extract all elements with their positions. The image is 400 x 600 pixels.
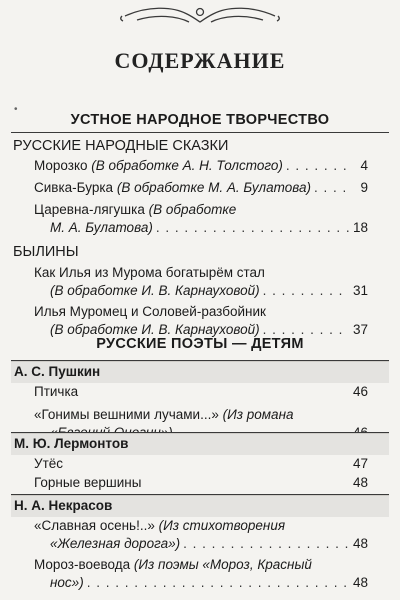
toc-entry-slavnaya[interactable] [34, 517, 368, 553]
entry-note: (В обработке И. В. Карнауховой) [50, 322, 260, 337]
entry-title: Как Илья из Мурома богатырём стал [34, 265, 265, 280]
page-number: 9 [360, 180, 368, 195]
divider [11, 132, 389, 133]
toc-entry-ilya2[interactable] [34, 303, 368, 339]
stray-mark: • [14, 104, 18, 115]
page-number: 18 [352, 220, 368, 235]
entry-note-cont: М. А. Булатова) [50, 220, 153, 235]
entry-title: Мороз-воевода [34, 557, 131, 572]
entry-note: (В обработке М. А. Булатова) [116, 180, 311, 195]
entry-title: «Славная осень!..» [34, 518, 155, 533]
entry-note: (Из поэмы «Мороз, Красный [133, 557, 312, 572]
toc-entry-utes[interactable] [34, 455, 368, 473]
subsection-byliny: БЫЛИНЫ [13, 244, 79, 260]
section-poets: РУССКИЕ ПОЭТЫ — ДЕТЯМ [96, 336, 304, 352]
entry-title: Царевна-лягушка [34, 202, 145, 217]
toc-entry-gornye[interactable] [34, 474, 368, 492]
entry-title: Птичка [34, 384, 79, 399]
entry-note-cont: «Железная дорога») [50, 536, 181, 551]
entry-title: Горные вершины [34, 475, 142, 490]
page-number: 37 [352, 322, 368, 337]
ornament-flourish-icon [117, 2, 283, 32]
leader-dots [314, 179, 349, 197]
page-number: 48 [352, 475, 368, 490]
entry-note: (В обработке А. Н. Толстого) [91, 158, 283, 173]
page-number: 47 [352, 456, 368, 471]
entry-title: Утёс [34, 456, 64, 471]
toc-entry-ilya1[interactable] [34, 264, 368, 300]
page-number: 4 [360, 158, 368, 173]
entry-note: (В обработке И. В. Карнауховой) [50, 283, 260, 298]
leader-dots [286, 157, 349, 175]
section-folk: УСТНОЕ НАРОДНОЕ ТВОРЧЕСТВО [70, 112, 330, 128]
toc-entry-moroz[interactable] [34, 556, 368, 592]
page-number: 31 [352, 283, 368, 298]
subsection-tales: РУССКИЕ НАРОДНЫЕ СКАЗКИ [13, 138, 229, 154]
entry-note: (Из стихотворения [158, 518, 286, 533]
page-number: 48 [352, 575, 368, 590]
entry-note: (В обработке [148, 202, 237, 217]
toc-entry-sivka[interactable] [34, 179, 368, 197]
author-nekrasov: Н. А. Некрасов [11, 495, 389, 517]
entry-title: Илья Муромец и Соловей-разбойник [34, 304, 266, 319]
toc-entry-morozko[interactable] [34, 157, 368, 175]
leader-dots [183, 535, 349, 553]
leader-dots [87, 574, 349, 592]
author-lermontov: М. Ю. Лермонтов [11, 433, 389, 455]
toc-entry-tsarevna[interactable] [34, 201, 368, 237]
entry-title: «Гонимы вешними лучами...» [34, 407, 219, 422]
entry-note: (Из романа [222, 407, 294, 422]
page-title: СОДЕРЖАНИЕ [114, 48, 286, 73]
leader-dots [263, 282, 349, 300]
page-number: 46 [352, 384, 368, 399]
entry-note-cont: нос») [50, 575, 84, 590]
entry-title: Сивка-Бурка [34, 180, 114, 195]
toc-entry-ptichka[interactable] [34, 383, 368, 401]
entry-title: Морозко [34, 158, 88, 173]
leader-dots [156, 219, 349, 237]
page-number: 48 [352, 536, 368, 551]
author-pushkin: А. С. Пушкин [11, 361, 389, 383]
